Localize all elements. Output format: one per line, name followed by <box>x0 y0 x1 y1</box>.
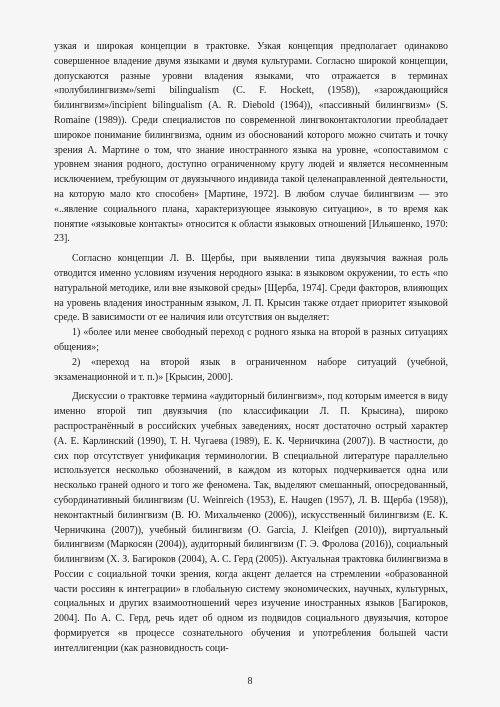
paragraph-auditory-bilingualism: Дискуссии о трактовке термина «аудиторный билингвизм», под которым имеется в виду именно второй тип двуязычия (по классификации Л. П. Крысина), широко распространённый в российских учебных заведениях, носят достаточно острый характер (А. Е. Карлинский (1990), Т. Н. Чугаева (1989), Е. К. Черничкина (2007)). В частности, до сих пор отсутствует унификация терминологии. В специальной литературе параллельно используется несколько обозначений, в каждом из которых подчеркивается одна или несколько граней одного и того же феномена. Так, выделяют смешанный, опосредованный, субординативный билингвизм (U. Weinreich (1953), E. Haugen (1957), Л. В. Щерба (1958)), неконтактный билингвизм (В. Ю. Михальченко (2006)), искусственный билингвизм (Е. К. Черничкина (2007)), учебный билингвизм (O. Garcia, J. Kleifgen (2010)), виртуальный билингвизм (Маркосян (2004)), аудиторный билингвизм (Г. Э. Фролова (2016)), социальный билингвизм (Х. З. Багироков (2004), А. С. Герд (2005)). Актуальная трактовка билингвизма в России с социальной точки зрения, когда акцент делается на стремлении «образованной части россиян к интеграции» в глобальную систему экономических, научных, культурных, социальных и других взаимоотношений через изучение иностранных языков [Багироков, 2004]. По А. С. Герд, речь идет об одном из подвидов социального двуязычия, которое формируется «в процессе сознательного обучения и употребления большей части интеллигенции (как разновидность соци- <box>54 391 448 654</box>
paragraph-continued: узкая и широкая концепции в трактовке. Узкая концепция предполагает одинаково совершенное владение двумя языками и двумя культурами. Согласно широкой концепции, допускаются разные уровни владения языками, что отражается в терминах «полубилингвизм»/semi bilingualism (C. F. Hockett, (1958)), «зарождающийся билингвизм»/incipient bilingualism (A. R. Diebold (1964)), «пассивный билингвизм» (S. Romaine (1989)). Среди специалистов по современной лингвоконтактологии преобладает широкое понимание билингвизма, одним из обоснований которого можно считать и точку зрения А. Мартине о том, что знание иностранного языка на уровне, «сопоставимом с уровнем знания родного, доступно ограниченному кругу людей и является несомненным исключением, требующим от двуязычного индивида такой целенаправленной деятельности, на которую мало кто способен» [Мартине, 1972]. В любом случае билингвизм — это «..явление социального плана, характеризующее языковую ситуацию», в то время как понятие «языковые контакты» относится к области языковых отношений [Ильяшенко, 1970: 23]. <box>54 41 448 245</box>
list-item-1: 1) «более или менее свободный переход с родного языка на второй в разных ситуациях общения»; <box>54 327 448 353</box>
list-item-2: 2) «переход на второй язык в ограниченном наборе ситуаций (учебной, экзаменационной и т. п.)» [Крысин, 2000]. <box>54 356 448 383</box>
body-text <box>54 40 448 657</box>
page-number: 8 <box>247 676 253 687</box>
paragraph-shcherba-concept: Согласно концепции Л. В. Щербы, при выявлении типа двуязычия важная роль отводится именно условиям изучения неродного языка: в языковом окружении, то есть «по натуральной методике, или вне языковой среды» [Щерба, 1974]. Среди факторов, влияющих на уровень владения иностранным языком, Л. П. Крысин также отдает приоритет языковой среде. В зависимости от ее наличия или отсутствия он выделяет: <box>54 253 448 324</box>
